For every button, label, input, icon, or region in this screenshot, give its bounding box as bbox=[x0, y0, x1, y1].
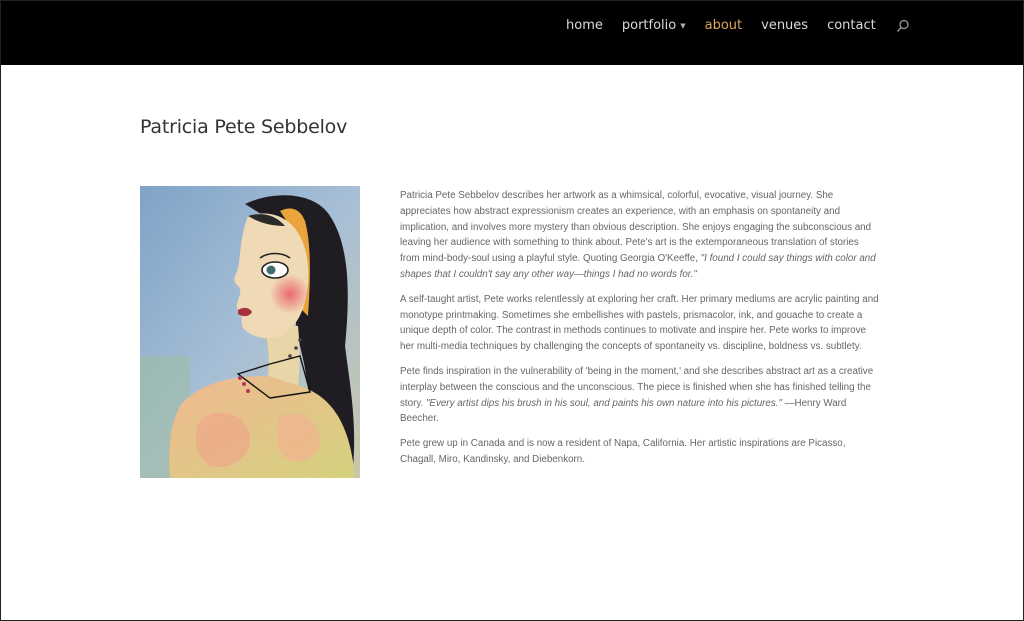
bio-attribution: —Henry Ward Beecher. bbox=[400, 397, 847, 425]
nav-label: venues bbox=[761, 18, 809, 33]
bio-quote: "Every artist dips his brush in his soul, and paints his own nature into his pictures." bbox=[425, 397, 782, 409]
nav-item-home[interactable] bbox=[566, 16, 603, 36]
nav-label: contact bbox=[827, 18, 876, 33]
bio-text: Pete grew up in Canada and is now a resident of Napa, California. Her artistic inspirations are Picasso, Chagall, Miro, Kandinsky, and Diebenkorn. bbox=[400, 438, 846, 465]
nav-label: portfolio bbox=[621, 18, 677, 33]
main-nav bbox=[566, 16, 910, 36]
chevron-down-icon: ▼ bbox=[680, 22, 686, 30]
bio-paragraph bbox=[400, 364, 880, 427]
bio-text: Pete finds inspiration in the vulnerability of 'being in the moment,' and she describes abstract art as a creative interplay between the conscious and the unconscious. The piece is finished when she has finished telling the story. bbox=[400, 365, 874, 409]
bio-text: A self-taught artist, Pete works relentlessly at exploring her craft. Her primary mediums are acrylic painting and monotype printmaking. Sometimes she embellishes with pastels, prismacolor, ink, and gouache to create a unique depth of color. The contrast in methods continues to motivate and inspire her. Pete works to improve her multi-media techniques by challenging the concepts of spontaneity vs. discipline, boldness vs. subtlety. bbox=[400, 293, 879, 353]
nav-item-contact[interactable] bbox=[827, 16, 876, 36]
bio-paragraph bbox=[400, 188, 880, 283]
nav-label: home bbox=[566, 18, 603, 33]
nav-item-about[interactable] bbox=[705, 16, 743, 36]
bio-paragraph bbox=[400, 436, 880, 468]
nav-label: about bbox=[704, 18, 743, 33]
bio-text: Patricia Pete Sebbelov describes her artwork as a whimsical, colorful, evocative, visual journey. She appreciates how abstract expressionism creates an experience, with an emphasis on spontaneity and implication, and involves more mystery than obvious description. She enjoys engaging the subconscious and leaving her audience with something to think about. Pete's art is the extemporaneous translation of stories from mind-body-soul using a playful style. Quoting Georgia O'Keeffe, bbox=[400, 190, 872, 265]
nav-item-venues[interactable] bbox=[761, 16, 808, 36]
bio-quote: "I found I could say things with color and shapes that I couldn't say any other way—things I had no words for." bbox=[400, 253, 876, 280]
page-title: Patricia Pete Sebbelov bbox=[140, 116, 348, 138]
bio-section bbox=[400, 188, 880, 477]
artwork-image bbox=[140, 186, 360, 478]
top-navigation-bar bbox=[0, 0, 1024, 65]
nav-item-portfolio[interactable] bbox=[622, 16, 686, 36]
bio-paragraph bbox=[400, 292, 880, 355]
search-icon[interactable] bbox=[896, 19, 910, 33]
